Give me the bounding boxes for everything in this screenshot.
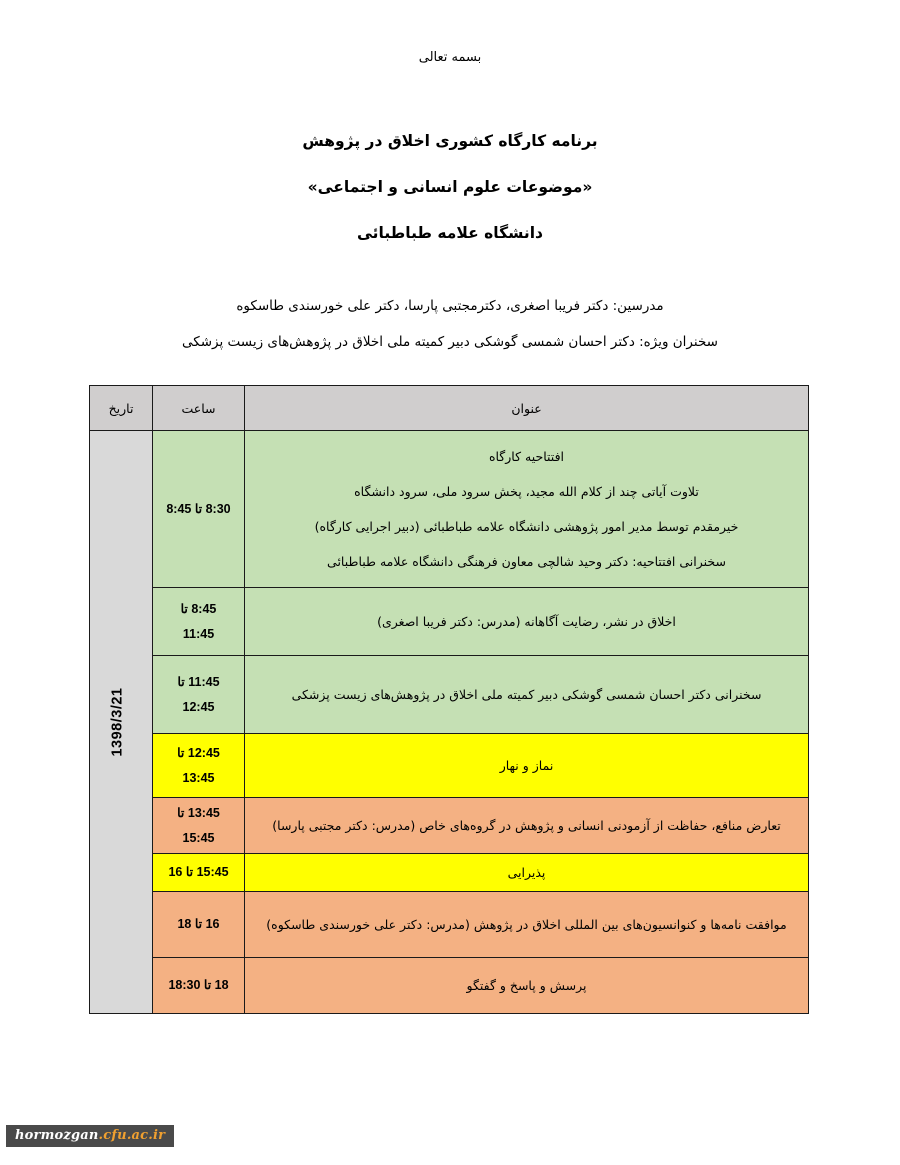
session-time-line: 12:45 (182, 699, 215, 714)
table-row (90, 854, 809, 892)
instructors-line: مدرسین: دکتر فریبا اصغری، دکترمجتبی پارسا، دکتر علی خورسندی طاسکوه (236, 298, 664, 314)
schedule-table-wrapper (90, 385, 809, 1014)
session-title-line: تعارض منافع، حفاظت از آزمودنی انسانی و پژوهش در گروه‌های خاص (مدرس: دکتر مجتبی پارسا) (272, 817, 781, 833)
session-time-line: 15:45 تا 16 (168, 865, 229, 879)
table-row (90, 892, 809, 958)
session-title-cell (245, 798, 809, 854)
session-title-line: سخنرانی افتتاحیه: دکتر وحید شالچی معاون فرهنگی دانشگاه علامه طباطبائی (327, 554, 726, 569)
watermark-secondary: .cfu.ac.ir (98, 1128, 166, 1143)
schedule-date-cell (90, 431, 153, 1014)
keynote-speaker-line: سخنران ویژه: دکتر احسان شمسی گوشکی دبیر کمیته ملی اخلاق در پژوهش‌های زیست پزشکی (182, 334, 718, 350)
page-subtitle: «موضوعات علوم انسانی و اجتماعی» (307, 178, 593, 196)
schedule-date-value: 1398/3/21 (109, 687, 126, 757)
session-title-cell (245, 958, 809, 1014)
bismillah-text: بسمه تعالی (418, 50, 482, 65)
session-title-line: تلاوت آیاتی چند از کلام الله مجید، پخش سرود ملی، سرود دانشگاه (354, 484, 699, 499)
column-header-time: ساعت (153, 386, 245, 431)
title-block (0, 118, 900, 256)
session-title-line: افتتاحیه کارگاه (488, 449, 565, 464)
session-title-cell (245, 854, 809, 892)
session-title-cell (245, 734, 809, 798)
session-time-cell (153, 798, 245, 854)
column-header-title: عنوان (245, 386, 809, 431)
session-time-line: 13:45 تا (177, 805, 220, 820)
session-title-line: موافقت نامه‌ها و کنوانسیون‌های بین المللی اخلاق در پژوهش (مدرس: دکتر علی خورسندی طاسکوه) (266, 916, 787, 932)
session-time-line: 18 تا 18:30 (168, 978, 229, 992)
session-title-cell (245, 431, 809, 588)
page-title: برنامه کارگاه کشوری اخلاق در پژوهش (302, 132, 598, 150)
presenters-block (0, 288, 900, 360)
session-title-line: پذیرایی (507, 864, 546, 880)
table-body (90, 431, 809, 1014)
page-institution: دانشگاه علامه طباطبائی (357, 224, 543, 242)
session-title-line: سخنرانی دکتر احسان شمسی گوشکی دبیر کمیته ملی اخلاق در پژوهش‌های زیست پزشکی (291, 686, 762, 702)
session-time-cell (153, 656, 245, 734)
session-time-line: 8:45 تا (180, 601, 217, 616)
session-title-cell (245, 588, 809, 656)
session-time-line: 8:30 تا 8:45 (166, 501, 231, 516)
table-row (90, 958, 809, 1014)
session-time-line: 11:45 تا (177, 674, 220, 689)
column-header-date: تاریخ (90, 386, 153, 431)
session-title-line: اخلاق در نشر، رضایت آگاهانه (مدرس: دکتر فریبا اصغری) (377, 613, 676, 629)
session-time-line: 11:45 (182, 626, 215, 641)
session-title-cell (245, 892, 809, 958)
session-title-line: نماز و نهار (499, 757, 554, 773)
session-time-line: 15:45 (182, 830, 215, 845)
session-time-cell (153, 431, 245, 588)
watermark-primary: hormozgan (15, 1128, 99, 1143)
session-title-cell (245, 656, 809, 734)
site-watermark (6, 1125, 174, 1147)
session-time-cell (153, 854, 245, 892)
session-time-cell (153, 958, 245, 1014)
session-time-cell (153, 588, 245, 656)
table-row (90, 734, 809, 798)
table-row (90, 588, 809, 656)
schedule-table (89, 385, 809, 1014)
table-row (90, 798, 809, 854)
table-row (90, 656, 809, 734)
table-header-row (90, 386, 809, 431)
table-row (90, 431, 809, 588)
session-title-line: خیرمقدم توسط مدیر امور پژوهشی دانشگاه علامه طباطبائی (دبیر اجرایی کارگاه) (314, 519, 739, 534)
session-time-line: 16 تا 18 (177, 917, 220, 931)
session-time-cell (153, 734, 245, 798)
session-time-line: 12:45 تا (177, 745, 220, 760)
session-time-cell (153, 892, 245, 958)
session-time-line: 13:45 (182, 770, 215, 785)
table-head (90, 386, 809, 431)
session-title-line: پرسش و پاسخ و گفتگو (466, 977, 587, 993)
